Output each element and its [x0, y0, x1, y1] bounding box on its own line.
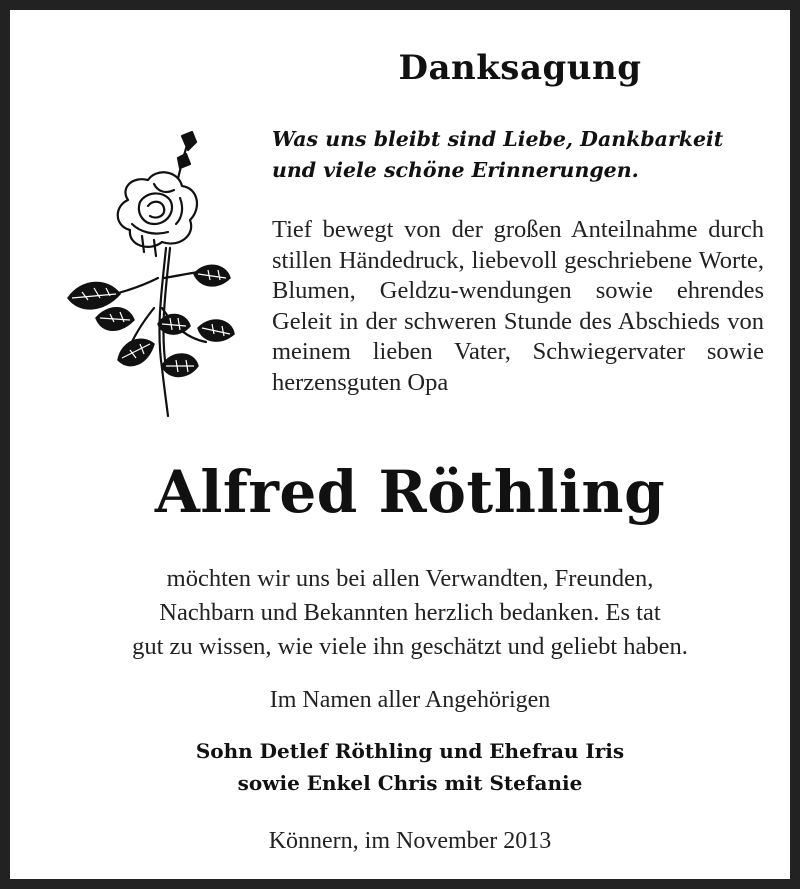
motto-quote: Was uns bleibt sind Liebe, Dankbarkeit und viele schöne Erinnerungen.: [272, 127, 724, 182]
signers: Sohn Detlef Röthling und Ehefrau Iris sowie Enkel Chris mit Stefanie: [195, 739, 625, 795]
notice-title: Danksagung: [398, 48, 642, 88]
deceased-name: Alfred Röthling: [154, 458, 666, 526]
on-behalf-line: Im Namen aller Angehörigen: [269, 687, 551, 713]
thanks-paragraph: möchten wir uns bei allen Verwandten, Freunden, Nachbarn und Bekannten herzlich bedanken. Es tat gut zu wissen, wie viele ihn geschätzt und geliebt haben.: [132, 565, 688, 660]
intro-paragraph: Tief bewegt von der großen Anteilnahme durch stillen Händedruck, liebevoll geschriebene Worte, Blumen, Geldzu-wendungen sowie ehrendes Geleit in der schweren Stunde des Abschieds von meinem lieben Vater, Schwiegervater sowie herzensguten Opa: [272, 216, 764, 396]
rose-icon: [58, 128, 238, 420]
place-date: Könnern, im November 2013: [268, 828, 552, 854]
